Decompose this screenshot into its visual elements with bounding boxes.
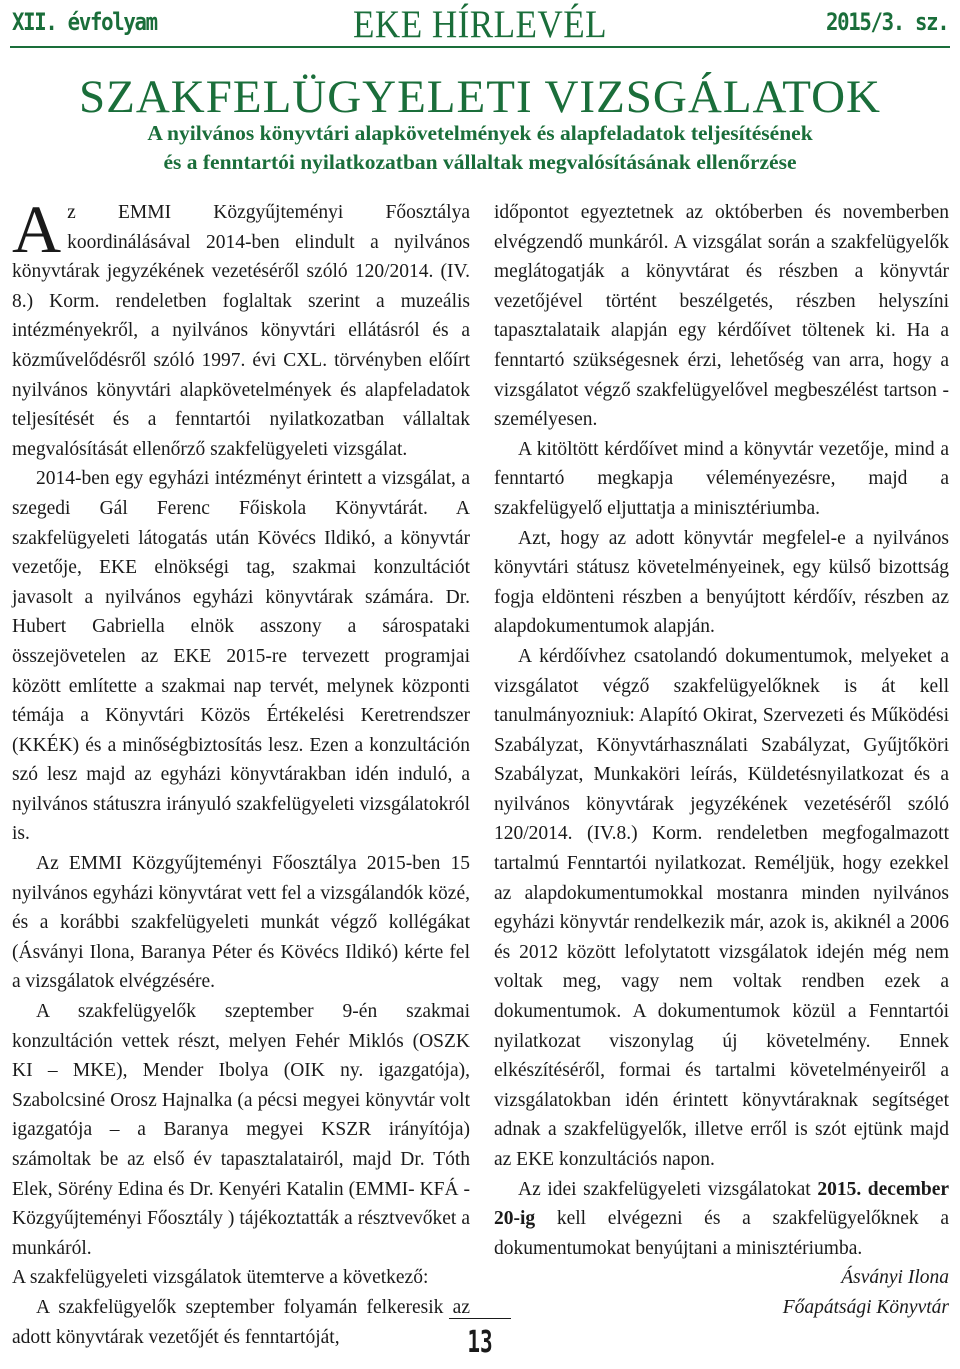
paragraph (12, 191, 470, 464)
signature-org: Főapátsági Könyvtár (782, 1296, 949, 1318)
subtitle-line-2: és a fenntartói nyilatkozatban vállaltak megvalósításának ellenőrzése (163, 150, 797, 174)
masthead (0, 0, 960, 46)
signature-name: Ásványi Ilona (841, 1267, 949, 1289)
article-subtitle (0, 119, 960, 177)
article-title: SZAKFELÜGYELETI VIZSGÁLATOK (78, 71, 882, 123)
paragraph: A kitöltött kérdőívet mind a könyvtár vezetője, mind a fenntartó megkapja véleményezésre, majd a szakfelügyelő eljuttatja a minisztériumba. (494, 438, 949, 519)
paragraph: A szakfelügyeleti vizsgálatok ütemterve a következő: (12, 1267, 429, 1289)
right-column (494, 198, 949, 1323)
paragraph: A kérdőívhez csatolandó dokumentumok, melyeket a vizsgálatot végző szakfelügyelőknek is át kell tanulmányozniuk: Alapító Okirat, Szervezeti és Működési Szabályzat, Könyvtárhasználati Szabályzat, Gyűjtőköri Szabályzat, Munkaköri leírás, Küldetésnyilatkozat és a nyilvános könyvtárak jegyzékének vezetéséről szóló 120/2014. (IV.8.) Korm. rendeletben megfogalmazott tartalmú Fenntartói nyilatkozat. Reméljük, hogy ezekkel az alapdokumentumokkal mostanra minden nyilvános egyházi könyvtár rendelkezik már, azok is, akiknél a 2006 és 2012 között lefolytatott vizsgálatok idején még nem voltak meg, vagy nem voltak rendben ezek a dokumentumok. A dokumentumok közül a Fenntartói nyilatkozat viszonylag új követelmény. Ennek elkészítéséről, formai és tartalmi követelményeiről a vizsgálatokban idén érintett könyvtáraknak segítséget adnak a szakfelügyelők, illetve erről is szót ejtünk majd az EKE konzultációs napon. (494, 645, 949, 1170)
paragraph: Azt, hogy az adott könyvtár megfelel-e a nyilvános könyvtári státusz követelményeinek, egy külső bizottság fogja eldönteni részben a benyújtott kérdőív, részben az alapdokumentumok alapján. (494, 527, 949, 638)
paragraph-text: z EMMI Közgyűjteményi Főosztálya koordinálásával 2014-ben elindult a nyilvános könyvtárak jegyzékének vezetéséről szóló 120/2014. (IV. 8.) Korm. rendeletben foglaltak szerint a muzeális intézményekről, a nyilvános könyvtári ellátásról és a közművelődésről szóló 1997. évi CXL. törvényben előírt nyilvános könyvtári alapkövetelmények és alapfeladatok teljesítését és a fenntartói nyilatkozatban vállaltak megvalósítását ellenőrző szakfelügyeleti vizsgálat. (12, 202, 470, 460)
paragraph: időpontot egyeztetnek az októberben és novemberben elvégzendő munkáról. A vizsgálat során a szakfelügyelők meglátogatják a könyvtárat és részben a könyvtár vezetőjével történt beszélgetés, részben helyszíni tapasztalataik alapján egy kérdőívet töltenek ki. Ha a fenntartó szükségesnek érzi, lehetőség van arra, hogy a vizsgálatot végző szakfelügyelővel megbeszélést tartson - személyesen. (494, 202, 949, 431)
paragraph: A szakfelügyelők szeptember folyamán felkeresik az adott könyvtárak vezetőjét és fenntartóját, (12, 1296, 470, 1348)
newsletter-title: EKE HÍRLEVÉL (353, 3, 607, 46)
paragraph-text: kell elvégezni és a szakfelügyelőknek a dokumentumokat benyújtani a minisztériumba. (494, 1208, 949, 1259)
paragraph: Az EMMI Közgyűjteményi Főosztálya 2015-ben 15 nyilvános egyházi könyvtárat vett fel a vizsgálandók közé, és a korábbi szakfelügyeleti munkát végző kollégákat (Ásványi Ilona, Baranya Péter és Kövécs Ildikó) kérte fel a vizsgálatok elvégzésére. (12, 853, 470, 993)
paragraph: A szakfelügyelők szeptember 9-én szakmai konzultáción vettek részt, melyen Fehér Miklós (OSZK KI – MKE), Mender Ibolya (OIK ny. igazgatója), Szabolcsiné Orosz Hajnalka (a pécsi megyei könyvtár volt igazgatója – a Baranya megyei KSZR irányítója) számoltak be az első év tapasztalatairól, majd Dr. Tóth Elek, Sörény Edina és Dr. Kenyéri Katalin (EMMI- KFÁ - Közgyűjteményi Főosztály ) tájékoztatták a résztvevőket a munkáról. (12, 1001, 470, 1259)
paragraph-text: Az idei szakfelügyeleti vizsgálatokat (518, 1178, 818, 1200)
paragraph: 2014-ben egy egyházi intézményt érintett a vizsgálat, a szegedi Gál Ferenc Főiskola Könyvtárát. A szakfelügyeleti látogatás után Kövécs Ildikó, a könyvtár vezetője, EKE elnökségi tag, szakmai konzultációt javasolt a nyilvános egyházi könyvtárak számára. Dr. Hubert Gabriella elnök asszony a sárospataki összejövetelen az EKE 2015-re tervezett programjai között említette a szakmai nap tervét, melynek központi témája a Könyvtári Közös Értékelési Keretrendszer (KKÉK) és a minőségbiztosítás lesz. Ezen a konzultáción szó lesz majd az egyházi könyvtárakban idén induló, a nyilvános státuszra irányuló szakfelügyeleti vizsgálatokról is. (12, 468, 470, 845)
page-number: 13 (467, 1325, 493, 1360)
paragraph (494, 1175, 949, 1264)
subtitle-line-1: A nyilvános könyvtári alapkövetelmények és alapfeladatok teljesítésének (147, 121, 813, 145)
volume-label: XII. évfolyam (12, 8, 157, 36)
left-column (12, 191, 470, 1352)
page-number-rule (449, 1318, 511, 1319)
masthead-rule (10, 46, 950, 48)
issue-label: 2015/3. sz. (825, 8, 948, 36)
drop-cap: A (12, 191, 62, 267)
deadline-text: 2015. december 20-ig (494, 1178, 949, 1230)
